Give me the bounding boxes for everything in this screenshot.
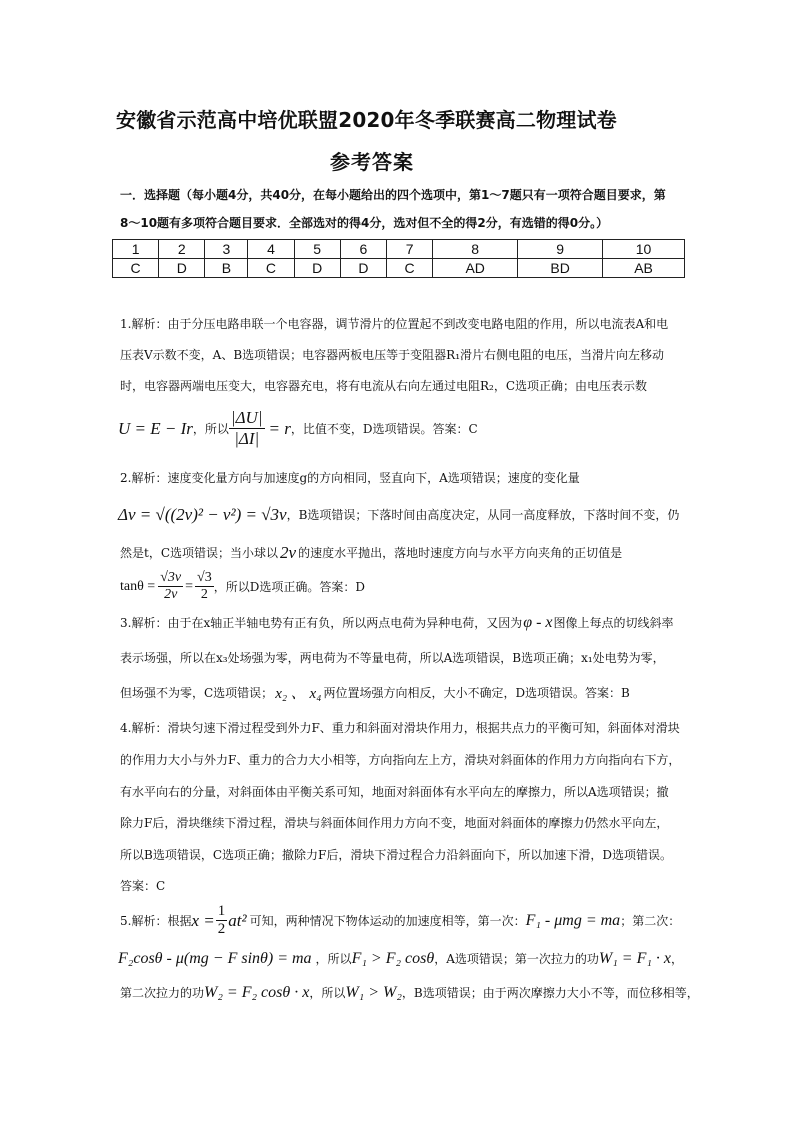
q1-fraction-numerator: |ΔU|: [230, 408, 263, 427]
page-title: 安徽省示范高中培优联盟2020年冬季联赛高二物理试卷: [116, 108, 617, 132]
q5-equation-w2: W₂ = F₂ cosθ · x: [204, 984, 310, 1001]
q1-fraction-denominator: |ΔI|: [234, 429, 260, 448]
q2-tan-numerator-1: √3v: [160, 570, 182, 585]
q5-text-2a: ，所以: [315, 952, 352, 966]
question-number: 9: [518, 240, 603, 259]
question-number: 5: [294, 240, 340, 259]
question-number: 8: [433, 240, 518, 259]
q3-text-3a: 但场强不为零，C选项错误；: [120, 685, 274, 700]
q5-text-1c: ；第二次：: [620, 913, 681, 928]
q5-text-3a: 第二次拉力的功: [120, 986, 205, 1000]
q5-text-1b: 可知，两种情况下物体运动的加速度相等，第一次：: [249, 913, 526, 928]
q5-text-3b: ，所以: [309, 986, 346, 1000]
q3-line-2: 表示场强，所以在x₃处场强为零，两电荷为不等量电荷，所以A选项错误，B选项正确；x₁处电势为零，: [120, 651, 665, 665]
q4-line-3: 有水平向右的分量，对斜面体由平衡关系可知，地面对斜面体有水平向左的摩擦力，所以A选项错误；撤: [120, 785, 669, 799]
answer-cell: AD: [433, 259, 518, 278]
q5-half-numerator: 1: [217, 903, 226, 919]
question-number: 2: [159, 240, 205, 259]
q5-equation-w1: W₁ = F₁ · x: [598, 950, 672, 967]
q1-equation-line: [118, 408, 478, 449]
q3-text-3b: 两位置场强方向相反，大小不确定，D选项错误。答案：B: [323, 685, 630, 700]
q3-line-3: [120, 682, 630, 703]
q4-line-5: 所以B选项错误，C选项正确；撤除力F后，滑块下滑过程合力沿斜面向下，所以加速下滑，D选项错误。: [120, 848, 672, 862]
answer-cell: BD: [518, 259, 603, 278]
answer-cell: B: [205, 259, 248, 278]
q1-text-so: ，所以: [192, 421, 229, 436]
q5-line-1: [120, 903, 680, 938]
answer-cell: C: [248, 259, 294, 278]
q2-tan-numerator-2: √3: [197, 570, 212, 585]
q2-text-3b: 的速度水平抛出，落地时速度方向与水平方向夹角的正切值是: [298, 546, 623, 560]
q4-line-6: 答案：C: [120, 879, 166, 893]
q4-line-4: 除力F后，滑块继续下滑过程，滑块与斜面体间作用力方向不变，地面对斜面体的摩擦力仍然水平向左，: [120, 816, 669, 830]
q5-text-2c: ，: [671, 952, 684, 966]
q2-line-2: [118, 505, 679, 525]
q5-half-denominator: 2: [217, 921, 226, 937]
q1-equation-ohm: U = E − Ir: [118, 418, 193, 438]
answer-table-answer-row: [113, 259, 685, 278]
q2-equation-dv: Δv = √((2v)² − v²) = √3v: [118, 505, 287, 524]
q1-line-2: 压表V示数不变，A、B选项错误；电容器两板电压等于变阻器R₁滑片右侧电阻的电压，当滑片向左移动: [120, 348, 664, 362]
q1-fraction: [229, 408, 265, 449]
q5-line-2: [118, 950, 683, 968]
answer-cell: D: [294, 259, 340, 278]
question-number: 7: [386, 240, 432, 259]
q4-line-1: 4.解析：滑块匀速下滑过程受到外力F、重力和斜面对滑块作用力，根据共点力的平衡可知，斜面体对滑块: [120, 721, 680, 735]
q2-tan-denominator-1: 2v: [164, 587, 178, 602]
q5-half-fraction: [216, 903, 228, 938]
q2-tan-fraction-1: [158, 570, 183, 603]
question-number: 10: [603, 240, 685, 259]
q2-equation-2v: 2v: [280, 543, 297, 562]
q4-line-2: 的作用力大小与外力F、重力的合力大小相等，方向指向左上方，滑块对斜面体的作用力方向指向右下方，: [120, 753, 681, 767]
q1-equation-r: = r: [268, 418, 291, 438]
q5-text-3c: ，B选项错误；由于两次摩擦力大小不等，而位移相等，: [401, 986, 699, 1000]
q5-line-3: [120, 984, 699, 1002]
q1-conclusion: ，比值不变，D选项错误。答案：C: [290, 421, 478, 436]
q5-equation-x-lhs: x =: [191, 910, 215, 930]
q2-line-1: 2.解析：速度变化量方向与加速度g的方向相同，竖直向下，A选项错误；速度的变化量: [120, 471, 580, 485]
answer-cell: D: [340, 259, 386, 278]
question-number: 6: [340, 240, 386, 259]
answer-table-header-row: [113, 240, 685, 259]
q2-line-3: [120, 543, 622, 563]
q3-text-1a: 3.解析：由于在x轴正半轴电势有正有负，所以两点电荷为异种电荷，又因为: [120, 616, 523, 630]
answer-cell: AB: [603, 259, 685, 278]
page-subtitle: 参考答案: [330, 150, 414, 174]
question-number: 3: [205, 240, 248, 259]
answer-table: [112, 239, 685, 278]
section-intro-line-1: 一．选择题（每小题4分，共40分，在每小题给出的四个选项中，第1～7题只有一项符合题目要求，第: [120, 188, 666, 202]
q5-equation-second: F₂cosθ - μ(mg − F sinθ) = ma: [118, 950, 312, 967]
q2-text-2: ，B选项错误；下落时间由高度决定，从同一高度释放，下落时间不变，仍: [286, 508, 680, 522]
q5-text-2b: ，A选项错误；第一次拉力的功: [434, 952, 599, 966]
answer-cell: C: [113, 259, 159, 278]
q3-equation-phi-x: φ - x: [523, 614, 553, 631]
q5-equation-work-compare: W₁ > W₂: [345, 984, 402, 1001]
q2-tan-fraction-2: [195, 570, 214, 603]
q3-text-1b: 图像上每点的切线斜率: [553, 616, 674, 630]
q2-line-4: [120, 570, 365, 603]
q5-equation-x-rhs: at²: [228, 910, 247, 930]
q3-line-1: [120, 614, 674, 632]
q2-text-3a: 然是t，C选项错误；当小球以: [120, 546, 279, 560]
q5-equation-first: F₁ - μmg = ma: [525, 911, 621, 929]
q2-equals-sign: =: [185, 578, 194, 594]
question-number: 4: [248, 240, 294, 259]
q1-line-1: 1.解析：由于分压电路串联一个电容器，调节滑片的位置起不到改变电路电阻的作用，所以电流表A和电: [120, 317, 669, 331]
q5-equation-force-compare: F₁ > F₂ cosθ: [351, 950, 435, 967]
answer-cell: D: [159, 259, 205, 278]
q2-tan-denominator-2: 2: [200, 587, 208, 602]
q2-conclusion: ，所以D选项正确。答案：D: [213, 579, 365, 594]
question-number: 1: [113, 240, 159, 259]
q1-line-3: 时，电容器两端电压变大，电容器充电，将有电流从右向左通过电阻R₂，C选项正确；由电压表示数: [120, 379, 648, 393]
q5-text-1a: 5.解析：根据: [120, 913, 192, 928]
q2-tan-lhs: tanθ =: [120, 578, 156, 594]
answer-cell: C: [386, 259, 432, 278]
section-intro-line-2: 8～10题有多项符合题目要求．全部选对的得4分，选对但不全的得2分，有选错的得0分。）: [120, 216, 609, 230]
q3-equation-x2-x4: x₂ 、 x₄: [275, 686, 322, 702]
